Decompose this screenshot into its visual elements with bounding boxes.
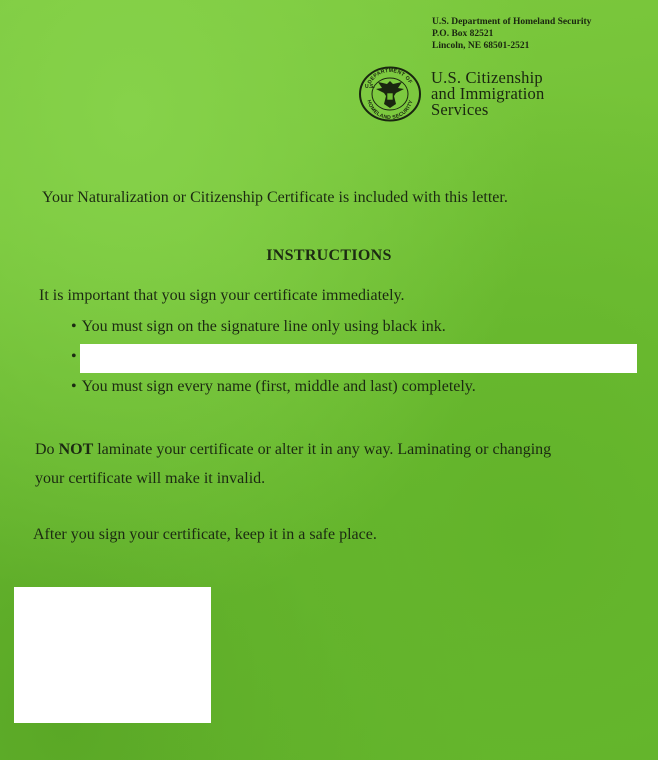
agency-line-3: Services [431, 100, 489, 119]
bullet-black-ink: You must sign on the signature line only using black ink. [81, 318, 446, 335]
laminate-warning [35, 435, 551, 493]
instruction-list [71, 316, 476, 406]
laminate-line-1 [35, 435, 551, 464]
laminate-line-1-rest: laminate your certificate or alter it in any way. Laminating or changing [97, 441, 552, 458]
agency-line-1: U.S. Citizenship [431, 68, 543, 87]
list-item [71, 316, 476, 346]
seal-text-prefix: U.S. [365, 84, 375, 90]
safe-place-text: After you sign your certificate, keep it in a safe place. [33, 526, 377, 543]
return-address [432, 16, 591, 52]
laminate-line-2: your certificate will make it invalid. [35, 470, 266, 487]
laminate-prefix: Do [35, 441, 55, 458]
bullet-every-name: You must sign every name (first, middle and last) completely. [81, 378, 476, 395]
agency-line-2: and Immigration [431, 84, 545, 103]
address-line-city: Lincoln, NE 68501-2521 [432, 41, 530, 51]
redaction-bar [80, 344, 637, 373]
address-line-department: U.S. Department of Homeland Security [432, 17, 592, 27]
seal-text-bottom: HOMELAND SECURITY [365, 99, 415, 122]
certificate-included-text: Your Naturalization or Citizenship Certificate is included with this letter. [42, 189, 508, 206]
instructions-heading: INSTRUCTIONS [266, 247, 392, 264]
dhs-seal-icon [358, 66, 422, 122]
bullet-dot: • [71, 378, 77, 395]
bullet-dot: • [71, 348, 77, 365]
agency-name [431, 70, 544, 118]
address-line-po-box: P.O. Box 82521 [432, 29, 494, 39]
redaction-block [14, 587, 211, 723]
list-item [71, 376, 476, 406]
laminate-emphasis: NOT [58, 441, 94, 458]
seal-text-top: DEPARTMENT OF [366, 67, 414, 86]
sign-immediately-text: It is important that you sign your certificate immediately. [39, 287, 405, 304]
bullet-dot: • [71, 318, 77, 335]
